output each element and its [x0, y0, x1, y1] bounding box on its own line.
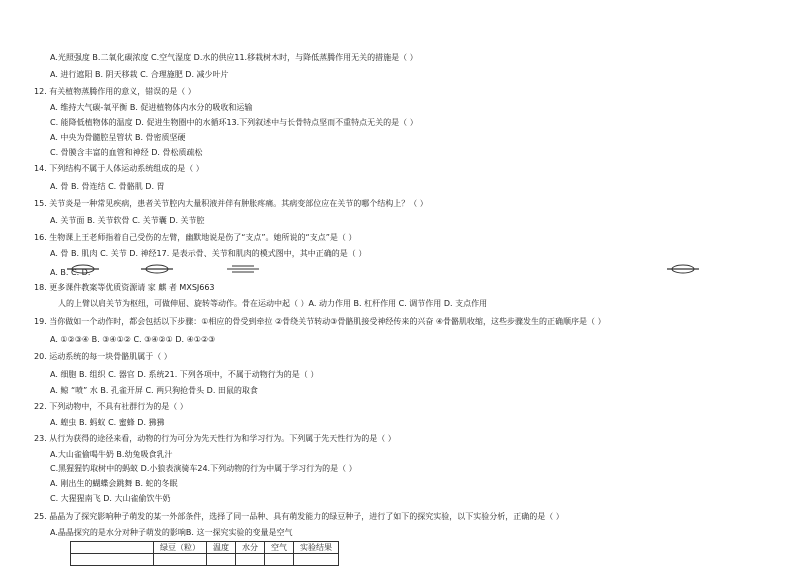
line-1: A.光照强度 B.二氧化碳浓度 C.空气湿度 D.水的供应11.移栽树木时，与降低蒸腾作用无关的措施是（ ）: [50, 53, 418, 62]
line-11: A. 关节面 B. 关节软骨 C. 关节囊 D. 关节腔: [50, 216, 205, 225]
table-header-cell: [71, 542, 154, 554]
line-29: 25. 晶晶为了探究影响种子萌发的某一外部条件，选择了同一品种、具有萌发能力的绿豆种子，进行了如下的探究实验，以下实验分析，正确的是（ ）: [34, 512, 564, 521]
line-13: A. 骨 B. 肌肉 C. 关节 D. 神经17. 是表示骨、关节和肌肉的模式图中，其中正确的是（ ）: [50, 249, 367, 258]
line-18: A. ①②③④ B. ③④①② C. ③④②① D. ④①②③: [50, 335, 216, 344]
line-8: 14. 下列结构不属于人体运动系统组成的是（ ）: [34, 164, 204, 173]
table-header-cell: 水分: [236, 542, 265, 554]
table-header-row: [71, 542, 339, 554]
line-2: A. 进行遮阳 B. 阴天移栽 C. 合理施肥 D. 减少叶片: [50, 70, 229, 79]
line-24: 23. 从行为获得的途径来看，动物的行为可分为先天性行为和学习行为。下列属于先天性行为的是（ ）: [34, 434, 396, 443]
table-header-cell: 实验结果: [294, 542, 339, 554]
line-28: C. 大猩猩南飞 D. 大山雀偷饮牛奶: [50, 494, 171, 503]
line-22: 22. 下列动物中，不具有社群行为的是（ ）: [34, 402, 188, 411]
table-header-cell: 空气: [265, 542, 294, 554]
line-14: A. B. C. D.: [50, 268, 91, 277]
table-row: [71, 554, 339, 566]
line-19: 20. 运动系统的每一块骨骼肌属于（ ）: [34, 352, 172, 361]
line-10: 15. 关节炎是一种常见疾病，患者关节腔内大量积液并伴有肿胀疼痛。其病变部位应在关节的哪个结构上？（ ）: [34, 199, 428, 208]
bone-diagram-d-icon: [666, 263, 700, 275]
table-header-cell: 温度: [207, 542, 236, 554]
experiment-table: [70, 541, 339, 566]
table-header-cell: 绿豆（粒）: [154, 542, 207, 554]
line-7: C. 骨膜含丰富的血管和神经 D. 骨松质疏松: [50, 148, 203, 157]
line-27: A. 刚出生的蝴蝶会跳舞 B. 蛇的冬眠: [50, 479, 178, 488]
line-16: 人的上臂以肩关节为枢纽，可做伸屈、旋转等动作。骨在运动中起（ ）A. 动力作用 B. 杠杆作用 C. 调节作用 D. 支点作用: [58, 299, 488, 308]
line-9: A. 骨 B. 骨连结 C. 骨骼肌 D. 胃: [50, 182, 165, 191]
line-30: A.晶晶探究的是水分对种子萌发的影响B. 这一探究实验的变量是空气: [50, 528, 293, 537]
line-4: A. 维持大气碳-氧平衡 B. 促进植物体内水分的吸收和运输: [50, 103, 253, 112]
line-5: C. 能降低植物体的温度 D. 促进生物圈中的水循环13.下列叙述中与长骨特点坚而不重特点无关的是（ ）: [50, 118, 418, 127]
bone-diagram-a-icon: [66, 263, 100, 275]
line-23: A. 蝗虫 B. 蚂蚁 C. 蜜蜂 D. 狒狒: [50, 418, 165, 427]
line-20: A. 细胞 B. 组织 C. 器官 D. 系统21. 下列各项中，不属于动物行为的是（ ）: [50, 370, 319, 379]
line-6: A. 中央为骨髓腔呈管状 B. 骨密质坚硬: [50, 133, 186, 142]
line-21: A. 鲸 “喷” 水 B. 孔雀开屏 C. 两只狗抢骨头 D. 田鼠的取食: [50, 386, 258, 395]
line-3: 12. 有关植物蒸腾作用的意义，错误的是（ ）: [34, 87, 196, 96]
bone-diagram-c-icon: [226, 263, 260, 275]
line-26: C.黑猩猩钓取树中的蚂蚁 D.小狼表演骑车24.下列动物的行为中属于学习行为的是（ ）: [50, 464, 357, 473]
bone-diagram-b-icon: [140, 263, 174, 275]
line-12: 16. 生物课上王老师指着自己受伤的左臂，幽默地说是伤了“支点”。她所说的“支点”是（ ）: [34, 233, 357, 242]
line-17: 19. 当你做如一个动作时，都会包括以下步骤：①相应的骨受到牵拉 ②骨绕关节转动③骨骼肌接受神经传来的兴奋 ④骨骼肌收缩，这些步骤发生的正确顺序是（ ）: [34, 317, 606, 326]
line-15: 18. 更多课件教案等优质资源请 家 麒 者 MXSJ663: [34, 283, 215, 292]
line-25: A.大山雀偷喝牛奶 B.幼兔吸食乳汁: [50, 450, 173, 459]
